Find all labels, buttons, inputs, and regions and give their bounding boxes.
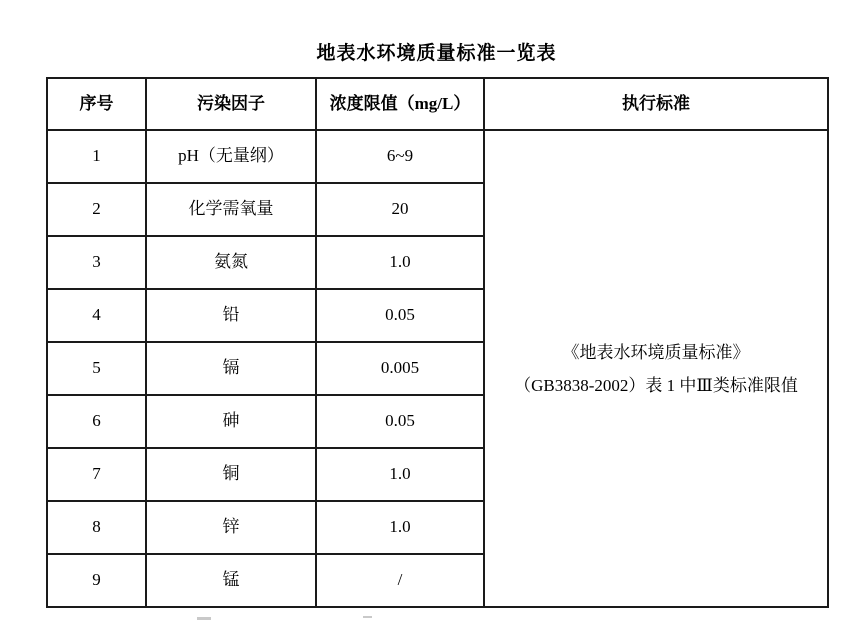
cell-pollutant: 铅 xyxy=(146,289,316,342)
cell-limit: 1.0 xyxy=(316,501,484,554)
cell-index: 5 xyxy=(47,342,146,395)
header-row xyxy=(47,78,828,130)
cell-index: 8 xyxy=(47,501,146,554)
cell-pollutant: 锌 xyxy=(146,501,316,554)
cell-index: 9 xyxy=(47,554,146,607)
cell-index: 4 xyxy=(47,289,146,342)
water-quality-standards-table xyxy=(46,77,829,608)
cell-pollutant: 砷 xyxy=(146,395,316,448)
cell-limit: / xyxy=(316,554,484,607)
cell-pollutant: 化学需氧量 xyxy=(146,183,316,236)
standard-merged-cell xyxy=(484,130,828,607)
cell-pollutant: 铜 xyxy=(146,448,316,501)
cell-limit: 6~9 xyxy=(316,130,484,183)
cell-limit: 1.0 xyxy=(316,236,484,289)
cell-index: 6 xyxy=(47,395,146,448)
cell-index: 7 xyxy=(47,448,146,501)
cell-limit: 0.05 xyxy=(316,289,484,342)
cutoff-text-fragment xyxy=(197,617,211,620)
cell-index: 2 xyxy=(47,183,146,236)
cell-index: 3 xyxy=(47,236,146,289)
cell-limit: 0.05 xyxy=(316,395,484,448)
table-row xyxy=(47,130,828,183)
cell-pollutant: 氨氮 xyxy=(146,236,316,289)
cell-limit: 20 xyxy=(316,183,484,236)
standard-line-1: 《地表水环境质量标准》 xyxy=(562,342,750,362)
cell-pollutant: 锰 xyxy=(146,554,316,607)
cell-pollutant: 镉 xyxy=(146,342,316,395)
col-header-index: 序号 xyxy=(47,78,146,130)
col-header-pollutant: 污染因子 xyxy=(146,78,316,130)
cell-index: 1 xyxy=(47,130,146,183)
page-title: 地表水环境质量标准一览表 xyxy=(316,43,557,64)
cell-limit: 0.005 xyxy=(316,342,484,395)
cutoff-text-fragment xyxy=(363,616,372,618)
standard-line-2: （GB3838-2002）表 1 中Ⅲ类标准限值 xyxy=(514,375,798,395)
cell-limit: 1.0 xyxy=(316,448,484,501)
col-header-limit: 浓度限值（mg/L） xyxy=(316,78,484,130)
col-header-standard: 执行标准 xyxy=(484,78,828,130)
cell-pollutant: pH（无量纲） xyxy=(146,130,316,183)
